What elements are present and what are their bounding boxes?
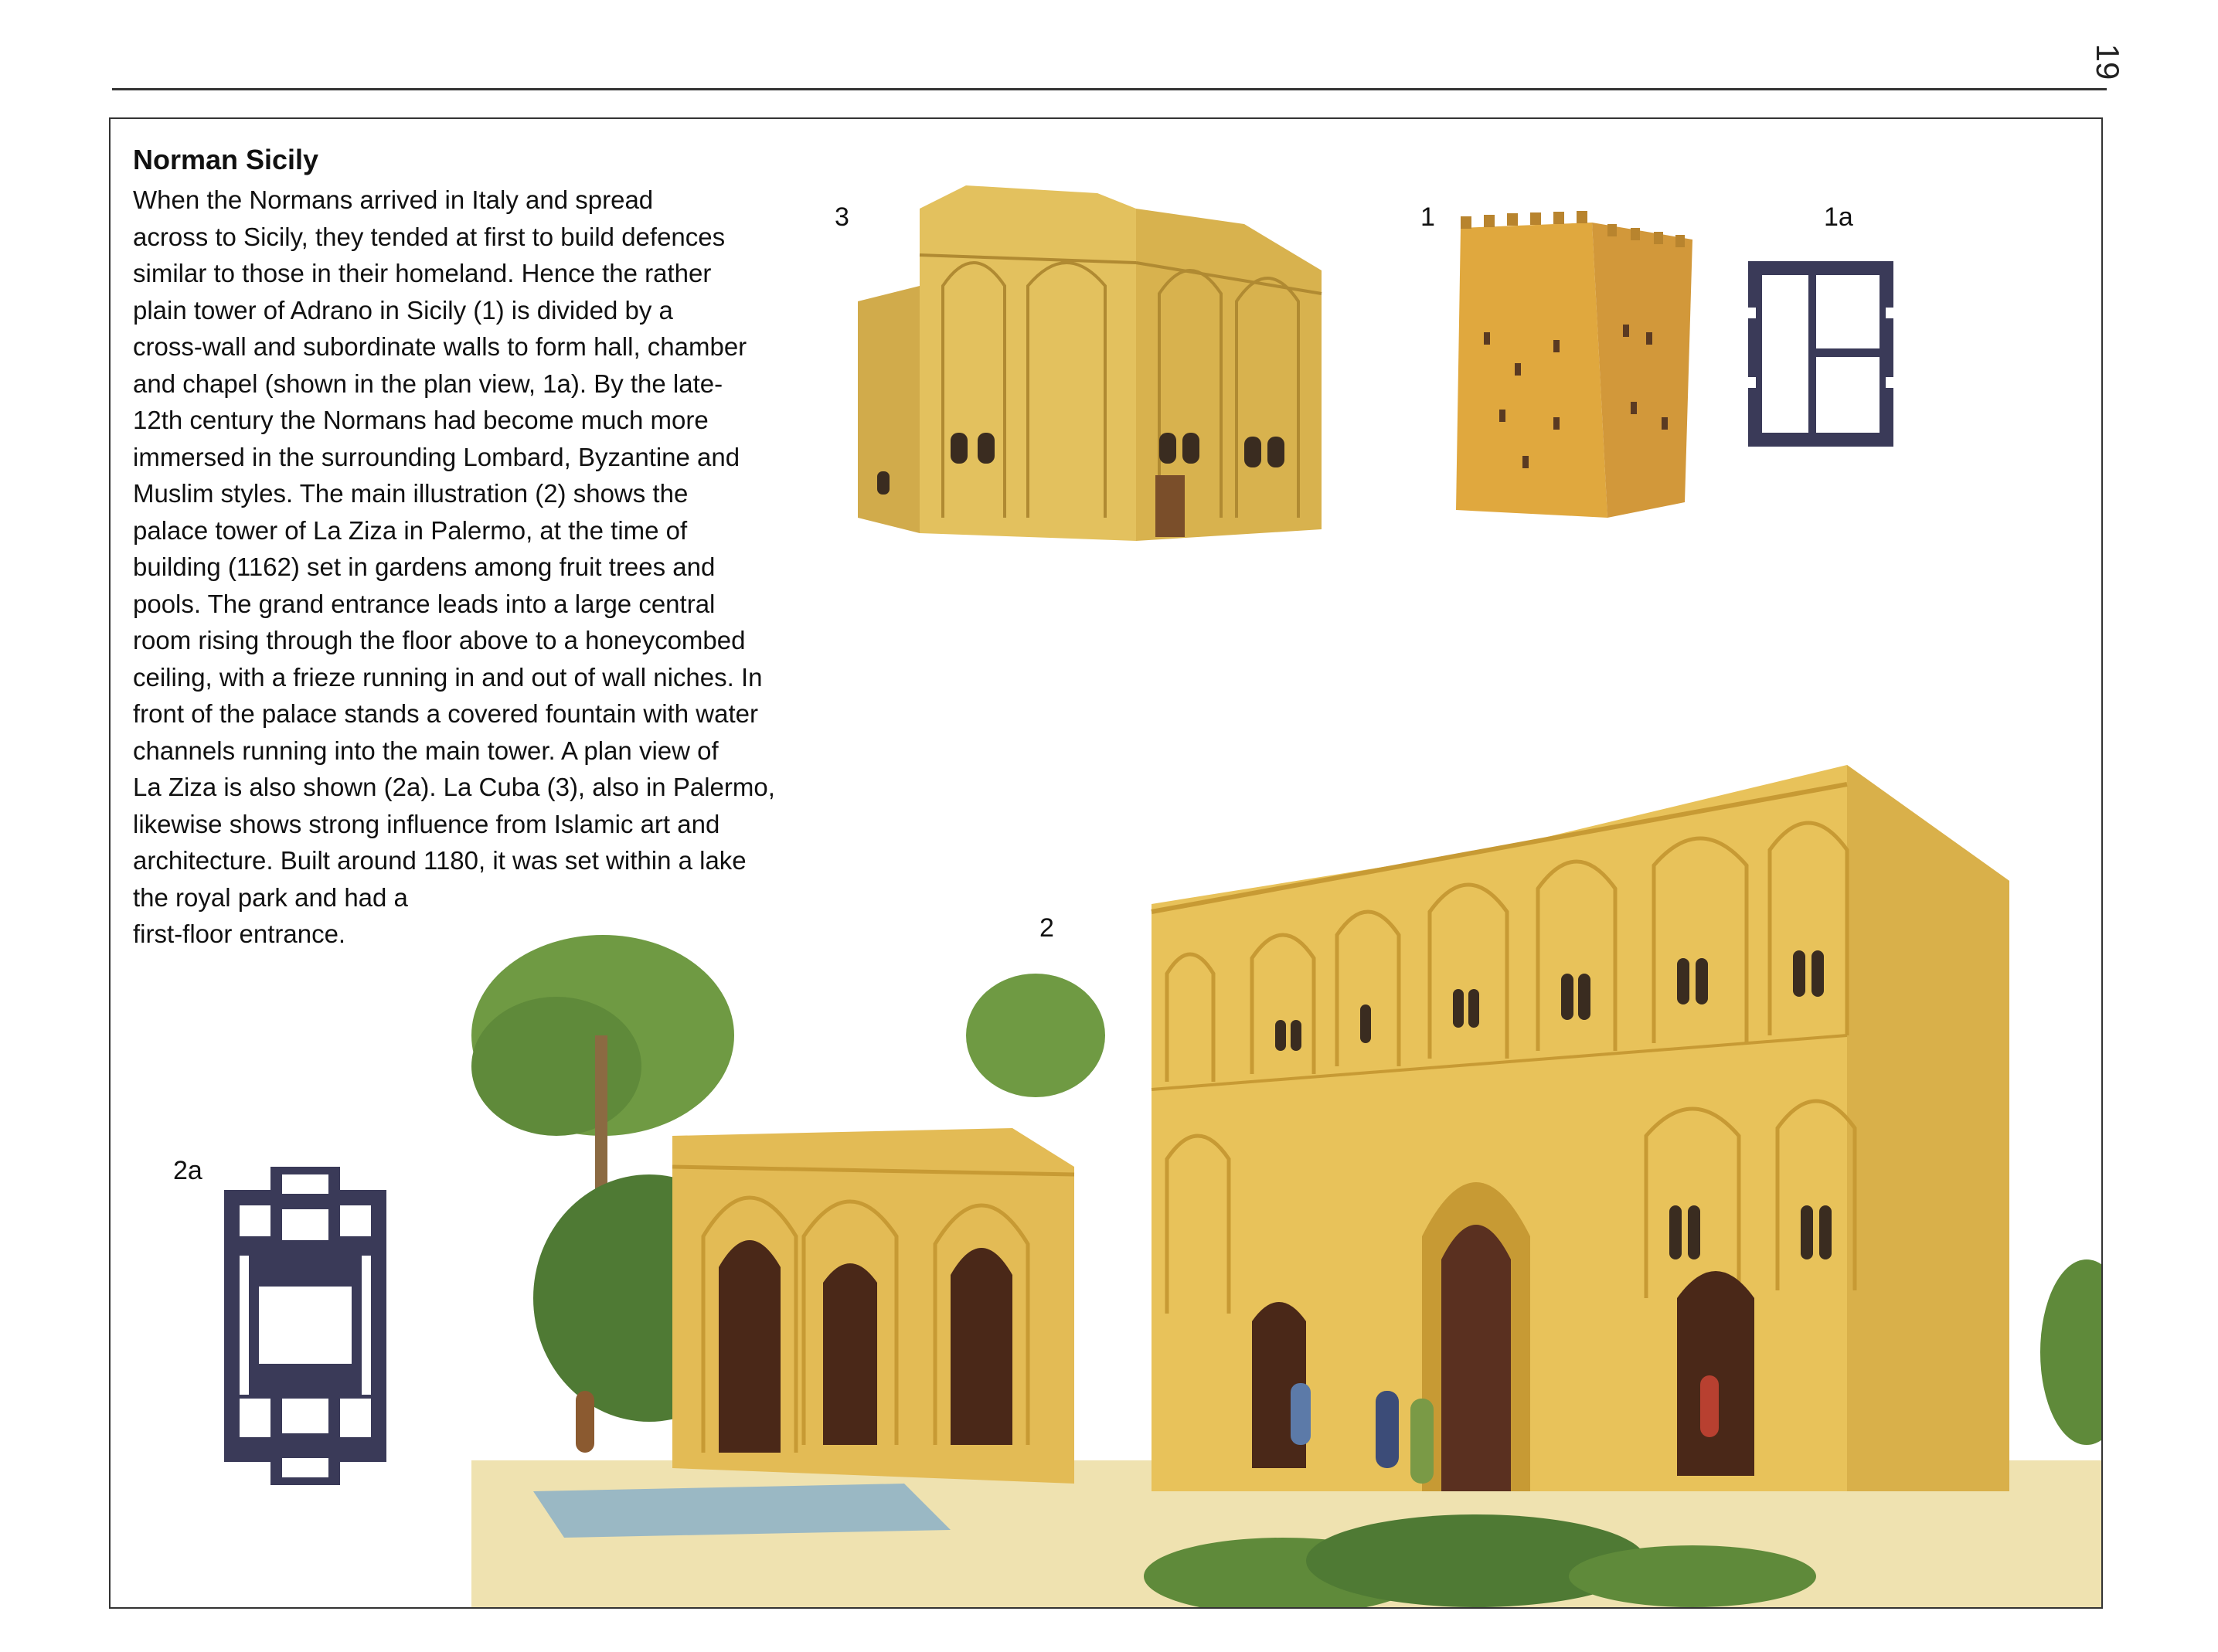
- body-line: plain tower of Adrano in Sicily (1) is divided by a: [133, 295, 673, 325]
- la-ziza-illustration: [471, 603, 2101, 1607]
- body-line: room rising through the floor above to a honeycombed: [133, 626, 746, 654]
- body-line: channels running into the main tower. A plan view of: [133, 736, 719, 765]
- label-la-ziza-plan: 2a: [173, 1156, 202, 1185]
- body-line: building (1162) set in gardens among fruit trees and: [133, 552, 716, 581]
- body-line: cross-wall and subordinate walls to form hall, chamber: [133, 332, 747, 361]
- label-la-cuba: 3: [835, 202, 849, 232]
- adrano-plan-illustration: [1748, 261, 1893, 447]
- label-la-ziza: 2: [1039, 913, 1054, 943]
- body-line: likewise shows strong influence from Islamic art and: [133, 809, 720, 838]
- label-adrano-plan: 1a: [1824, 202, 1853, 232]
- body-line: pools. The grand entrance leads into a large central: [133, 589, 716, 618]
- body-line: the royal park and had a: [133, 882, 408, 912]
- body-line: 12th century the Normans had become much more: [133, 406, 709, 434]
- body-line: first-floor entrance.: [133, 919, 346, 948]
- body-line: palace tower of La Ziza in Palermo, at the time of: [133, 515, 688, 545]
- body-line: architecture. Built around 1180, it was set within a lake: [133, 846, 747, 875]
- section-title: Norman Sicily: [133, 144, 319, 175]
- body-line: across to Sicily, they tended at first to build defences: [133, 222, 726, 251]
- body-line: and chapel (shown in the plan view, 1a). By the late-: [133, 369, 723, 398]
- body-line: immersed in the surrounding Lombard, Byzantine and: [133, 442, 740, 471]
- body-line: When the Normans arrived in Italy and spread: [133, 185, 654, 214]
- body-line: La Ziza is also shown (2a). La Cuba (3), also in Palermo,: [133, 773, 775, 801]
- body-line: Muslim styles. The main illustration (2) shows the: [133, 479, 689, 508]
- la-ziza-plan-illustration: [224, 1167, 386, 1485]
- page-number: 19: [2090, 43, 2126, 80]
- body-line: similar to those in their homeland. Hence the rather: [133, 259, 712, 287]
- la-cuba-illustration: [858, 178, 1329, 541]
- body-line: front of the palace stands a covered fountain with water: [133, 699, 758, 728]
- body-line: ceiling, with a frieze running in and out of wall niches. In: [133, 662, 763, 692]
- header-rule: [112, 88, 2107, 90]
- adrano-tower-illustration: [1453, 209, 1700, 525]
- label-adrano-tower: 1: [1420, 202, 1435, 232]
